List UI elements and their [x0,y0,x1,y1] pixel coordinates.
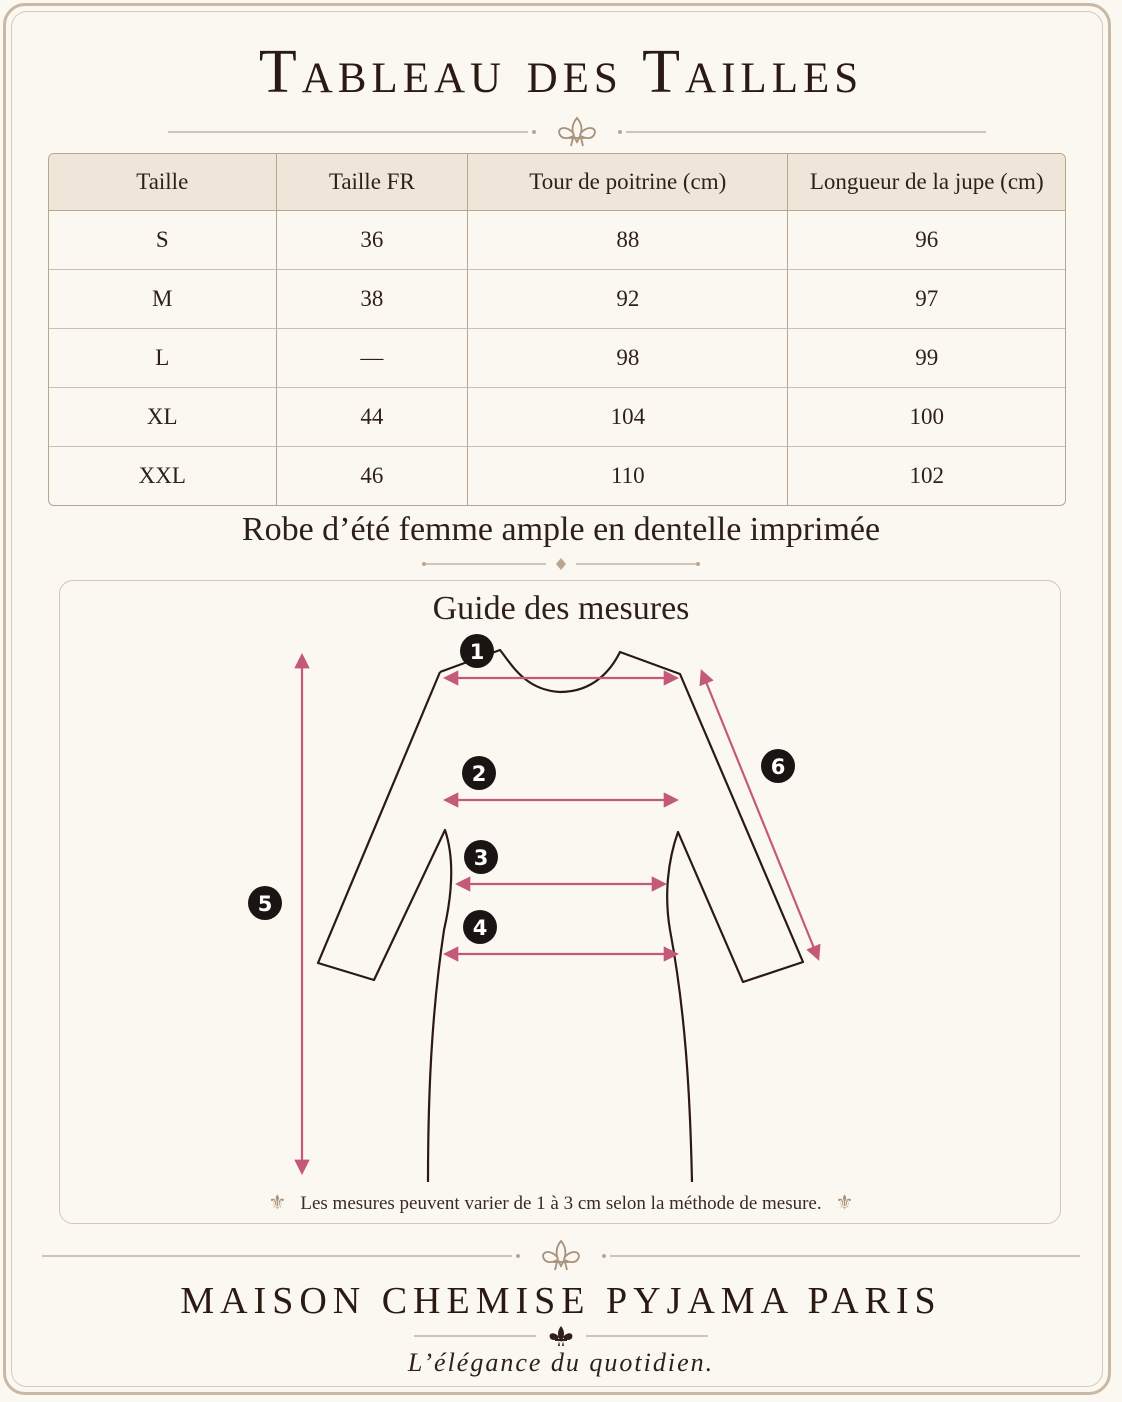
cell-fr-size: 46 [276,447,468,505]
cell-skirt-length: 100 [787,388,1065,447]
svg-text:2: 2 [471,762,487,786]
cell-fr-size: 38 [276,270,468,329]
brand-divider [414,1324,708,1348]
cell-skirt-length: 97 [787,270,1065,329]
brand-name: MAISON CHEMISE PYJAMA PARIS [180,1280,942,1322]
cell-fr-size: — [276,329,468,388]
marker-4 [463,910,497,944]
measurement-note: Les mesures peuvent varier de 1 à 3 cm selon la méthode de mesure. [300,1193,822,1214]
cell-fr-size: 44 [276,388,468,447]
fleur-de-lis-icon: ⚜ [268,1192,287,1214]
cell-size: L [49,329,276,388]
cell-bust: 98 [467,329,787,388]
dress-outline [318,650,803,1182]
svg-text:3: 3 [473,846,489,870]
footer-divider [42,1236,1080,1276]
column-header: Tour de poitrine (cm) [467,154,787,211]
cell-bust: 104 [467,388,787,447]
fleur-de-lis-icon [550,1326,573,1346]
column-header: Longueur de la jupe (cm) [787,154,1065,211]
guide-title: Guide des mesures [432,590,690,627]
cell-size: M [49,270,276,329]
sleeve-measure-line [702,672,818,958]
cell-fr-size: 36 [276,211,468,270]
column-header: Taille FR [276,154,468,211]
svg-text:4: 4 [472,916,488,940]
cell-skirt-length: 96 [787,211,1065,270]
marker-2 [462,756,496,790]
cell-size: S [49,211,276,270]
marker-1 [460,634,494,668]
marker-3 [464,840,498,874]
product-subtitle: Robe d’été femme ample en dentelle imprimée [241,511,881,548]
brand-tagline: L’élégance du quotidien. [407,1348,715,1377]
cell-skirt-length: 102 [787,447,1065,505]
cell-size: XL [49,388,276,447]
cell-bust: 110 [467,447,787,505]
cell-bust: 92 [467,270,787,329]
cell-skirt-length: 99 [787,329,1065,388]
cell-bust: 88 [467,211,787,270]
fleur-de-lis-icon [543,1241,579,1270]
page-title: Tableau des Tailles [258,38,864,106]
svg-text:1: 1 [469,640,485,664]
measurement-note-line [0,1190,1122,1217]
marker-5 [248,886,282,920]
column-header: Taille [49,154,276,211]
fleur-de-lis-icon: ⚜ [835,1192,854,1214]
cell-size: XXL [138,463,186,488]
svg-text:5: 5 [257,892,273,916]
svg-text:6: 6 [770,755,786,779]
marker-6 [761,749,795,783]
